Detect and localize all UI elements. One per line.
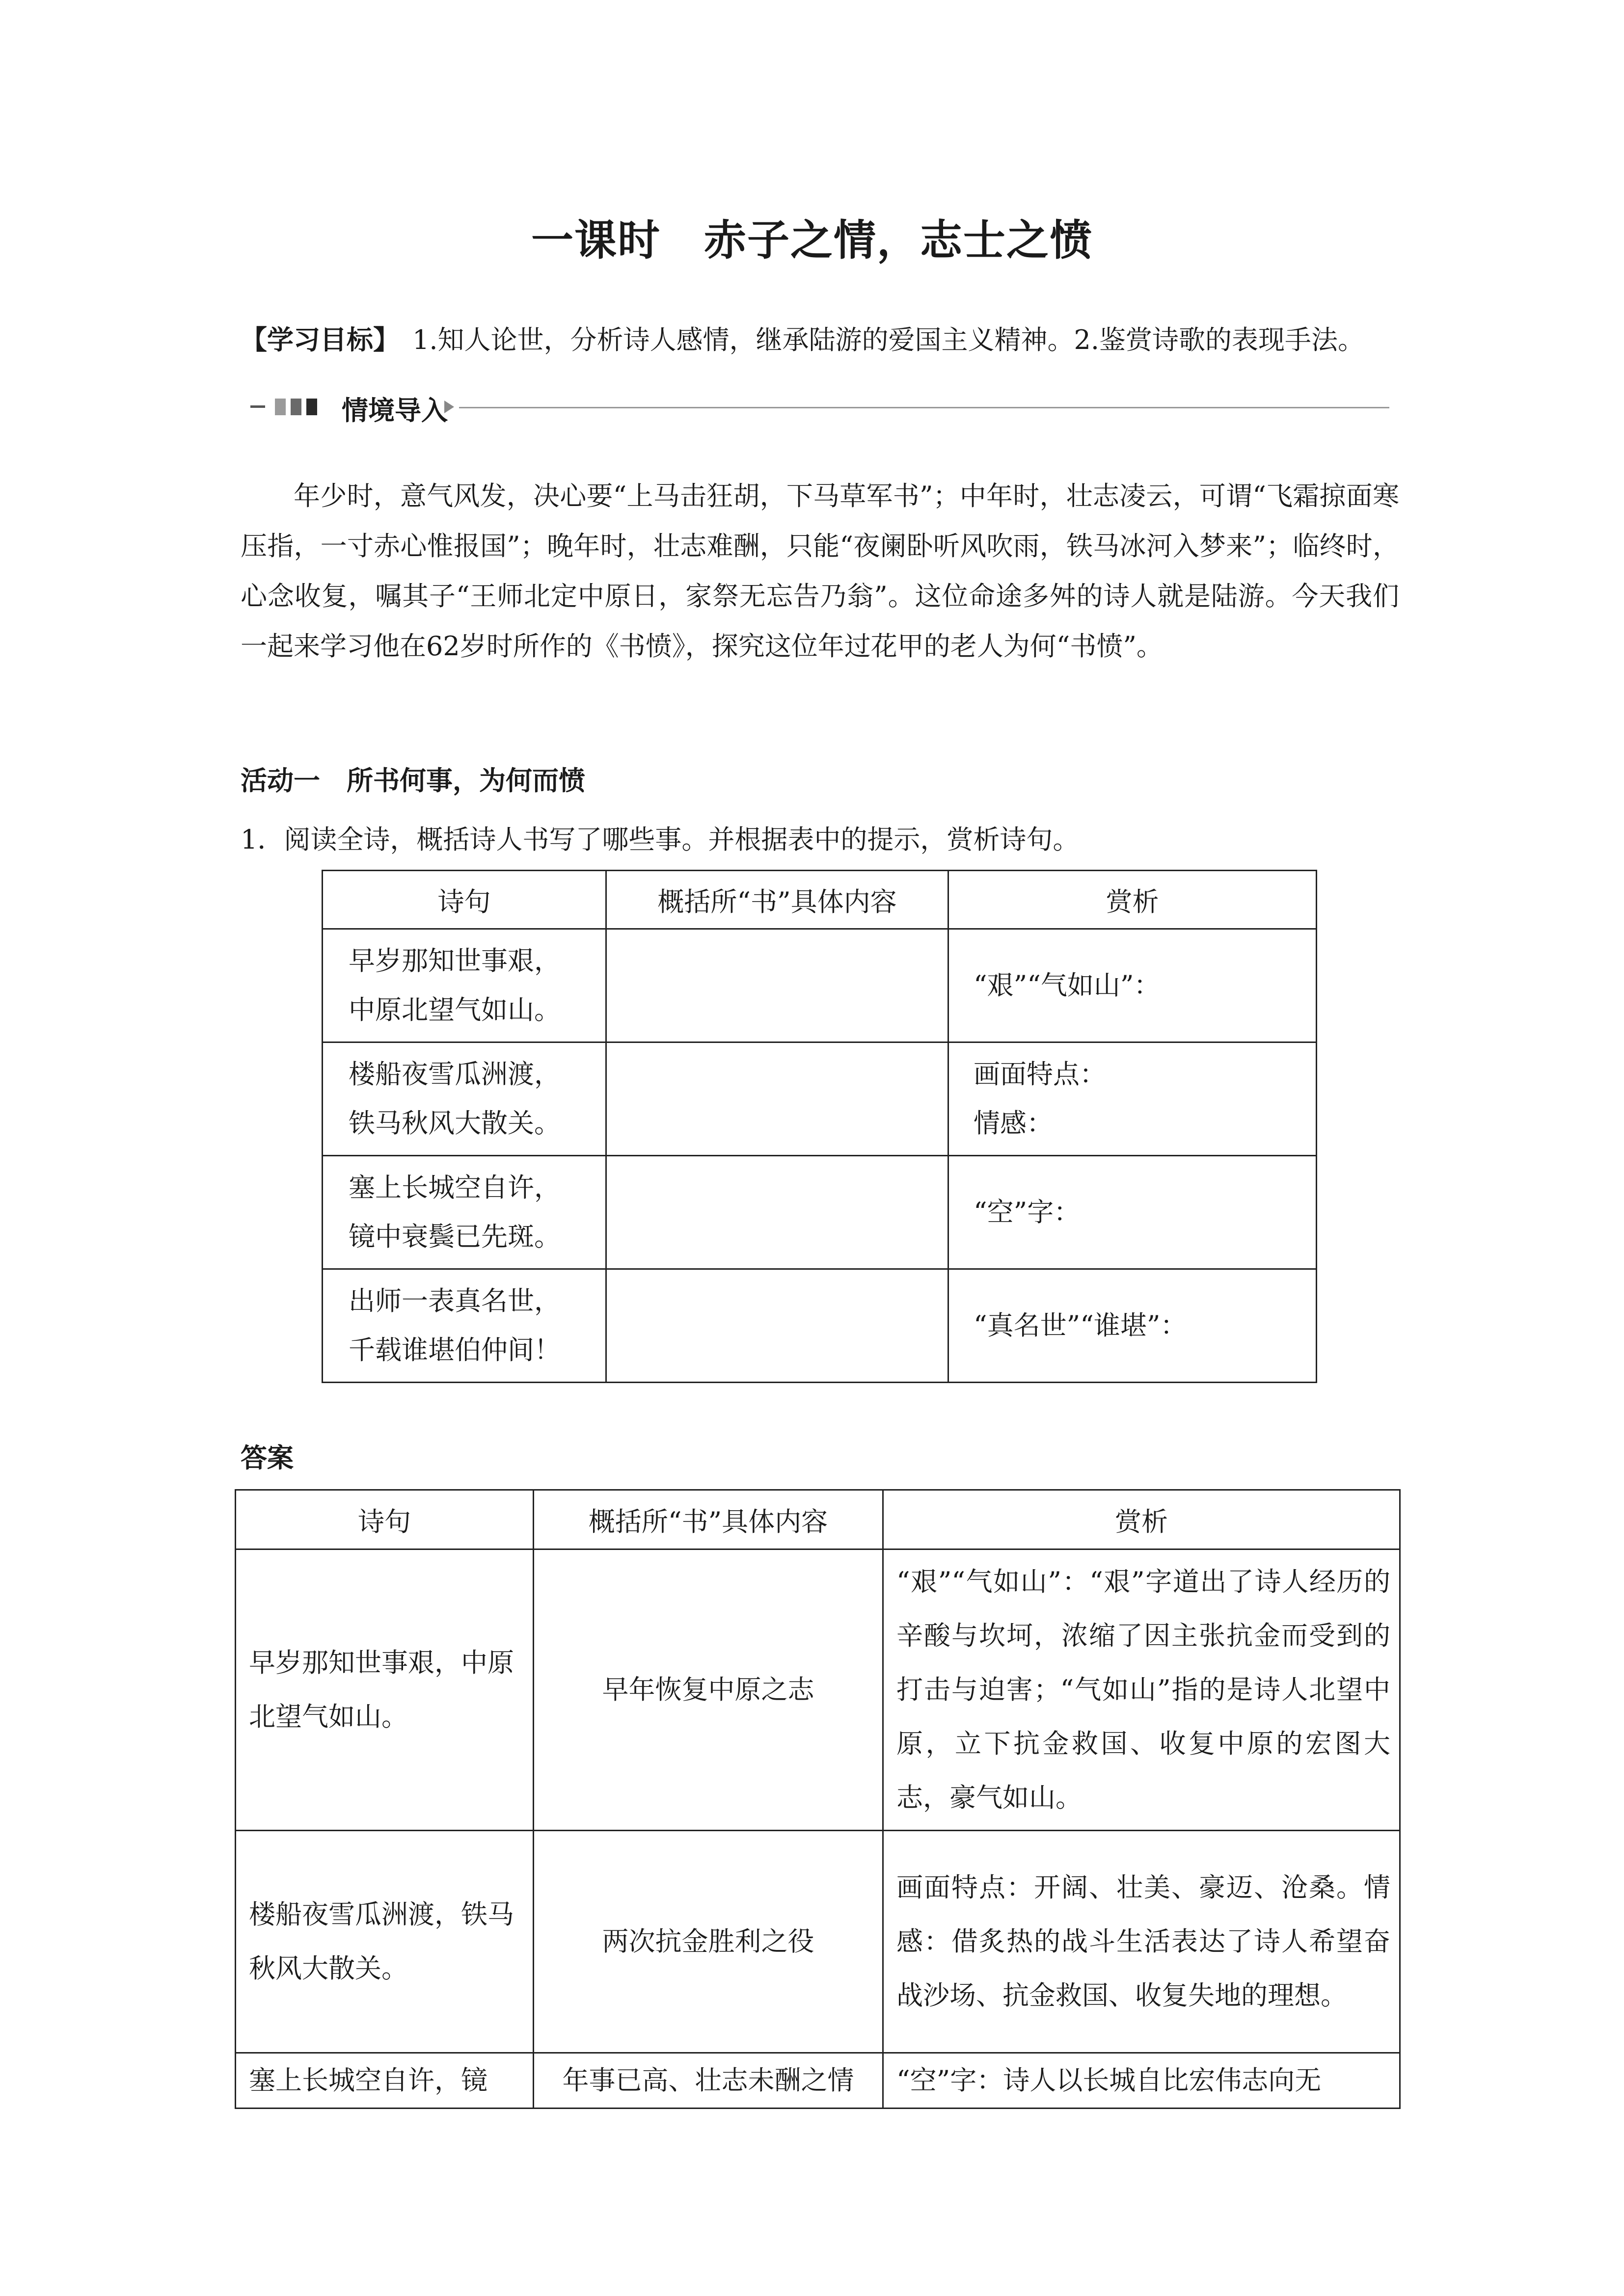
exercise-table-header	[323, 871, 1317, 929]
analysis-cell[interactable]	[948, 1042, 1317, 1156]
poem-cell	[323, 1269, 606, 1383]
answer-row	[236, 1831, 1400, 2053]
analysis-cell: “艰”“气如山”：“艰”字道出了诗人经历的辛酸与坎坷，浓缩了因主张抗金而受到的打击与迫害；“气如山”指的是诗人北望中原，立下抗金救国、收复中原的宏图大志，豪气如山。	[883, 1549, 1400, 1831]
answer-table	[235, 1489, 1401, 2109]
poem-line: 铁马秋风大散关。	[349, 1108, 561, 1139]
exercise-row	[323, 1042, 1317, 1156]
analysis-prompt: “空”字：	[974, 1197, 1081, 1228]
poem-line: 出师一表真名世，	[349, 1285, 561, 1316]
section-label: 情境导入	[342, 395, 448, 426]
content-cell: 年事已高、壮志未酬之情	[534, 2053, 883, 2109]
analysis-cell[interactable]	[948, 1156, 1317, 1269]
page-title: 一课时 赤子之情，志士之愤	[531, 216, 1093, 265]
content-cell: 早年恢复中原之志	[534, 1549, 883, 1831]
content-blank-cell[interactable]	[606, 1156, 948, 1269]
content-blank-cell[interactable]	[606, 1269, 948, 1383]
answer-heading: 答案	[241, 1442, 294, 1473]
section-rule	[459, 407, 1389, 408]
content-cell: 两次抗金胜利之役	[534, 1831, 883, 2053]
poem-cell	[323, 1042, 606, 1156]
analysis-cell[interactable]	[948, 1269, 1317, 1383]
poem-line: 中原北望气如山。	[349, 994, 561, 1025]
learning-goals	[241, 319, 1409, 357]
header-analysis: 赏析	[883, 1490, 1400, 1549]
exercise-row	[323, 1269, 1317, 1383]
section-header	[250, 387, 1389, 426]
header-analysis: 赏析	[948, 871, 1317, 929]
poem-cell: 塞上长城空自许，镜	[236, 2053, 534, 2109]
section-block-mid	[291, 399, 301, 415]
section-dash	[250, 405, 265, 408]
poem-line: 千载谁堪伯仲间！	[349, 1335, 561, 1365]
analysis-prompt: “真名世”“谁堪”：	[974, 1310, 1187, 1341]
content-blank-cell[interactable]	[606, 1042, 948, 1156]
analysis-cell: “空”字：诗人以长城自比宏伟志向无	[883, 2053, 1400, 2109]
question-1: 1．阅读全诗，概括诗人书写了哪些事。并根据表中的提示，赏析诗句。	[241, 824, 1080, 855]
learning-goals-text: 1.知人论世，分析诗人感情，继承陆游的爱国主义精神。2.鉴赏诗歌的表现手法。	[412, 324, 1365, 355]
section-arrow-icon	[444, 400, 454, 413]
analysis-prompt: 情感：	[974, 1108, 1053, 1139]
poem-cell	[323, 929, 606, 1042]
intro-paragraph: 年少时，意气风发，决心要“上马击狂胡，下马草军书”；中年时，壮志凌云，可谓“飞霜掠面寒压指，一寸赤心惟报国”；晚年时，壮志难酬，只能“夜阑卧听风吹雨，铁马冰河入梦来”；临终时，心念收复，嘱其子“王师北定中原日，家祭无忘告乃翁”。这位命途多舛的诗人就是陆游。今天我们一起来学习他在62岁时所作的《书愤》，探究这位年过花甲的老人为何“书愤”。	[241, 481, 1399, 662]
poem-line: 镜中衰鬓已先斑。	[349, 1221, 561, 1252]
analysis-prompt: “艰”“气如山”：	[974, 970, 1161, 1001]
header-poem: 诗句	[236, 1490, 534, 1549]
analysis-cell[interactable]	[948, 929, 1317, 1042]
analysis-cell: 画面特点：开阔、壮美、豪迈、沧桑。情感：借炙热的战斗生活表达了诗人希望奋战沙场、抗金救国、收复失地的理想。	[883, 1831, 1400, 2053]
poem-line: 楼船夜雪瓜洲渡，	[349, 1059, 561, 1090]
section-block-dark	[306, 399, 317, 415]
section-block-light	[275, 399, 286, 415]
answer-row	[236, 2053, 1400, 2109]
answer-row	[236, 1549, 1400, 1831]
content-blank-cell[interactable]	[606, 929, 948, 1042]
header-content: 概括所“书”具体内容	[534, 1490, 883, 1549]
answer-table-header	[236, 1490, 1400, 1549]
exercise-row	[323, 1156, 1317, 1269]
poem-line: 早岁那知世事艰，	[349, 945, 561, 976]
header-poem: 诗句	[323, 871, 606, 929]
activity-heading: 活动一 所书何事，为何而愤	[241, 765, 585, 796]
exercise-row	[323, 929, 1317, 1042]
poem-cell	[323, 1156, 606, 1269]
poem-cell: 早岁那知世事艰，中原北望气如山。	[236, 1549, 534, 1831]
learning-goals-label: 【学习目标】	[241, 324, 400, 355]
exercise-table	[322, 870, 1317, 1383]
analysis-prompt: 画面特点：	[974, 1059, 1106, 1090]
poem-cell: 楼船夜雪瓜洲渡，铁马秋风大散关。	[236, 1831, 534, 2053]
poem-line: 塞上长城空自许，	[349, 1172, 561, 1203]
header-content: 概括所“书”具体内容	[606, 871, 948, 929]
